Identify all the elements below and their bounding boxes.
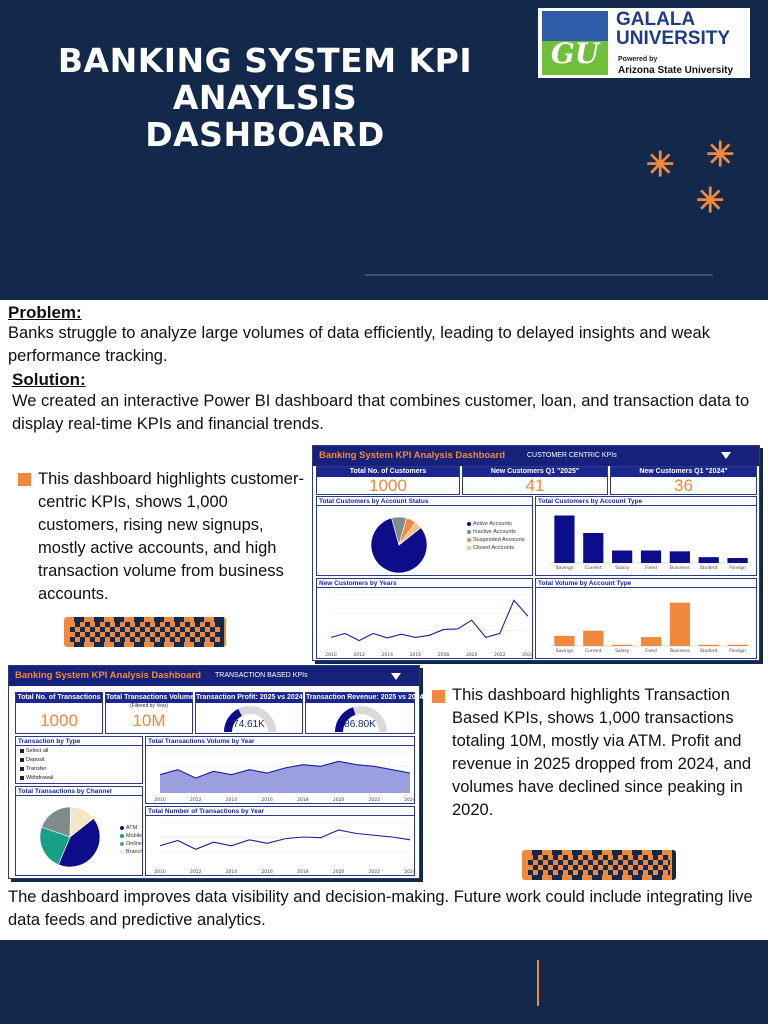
panel-title: Total Number of Transactions by Year <box>146 807 414 816</box>
kpi-label: Transaction Profit: 2025 vs 2024 <box>196 694 303 701</box>
panel-new-customers-years <box>316 578 533 659</box>
bar <box>699 645 719 646</box>
tick-label: 2020 <box>332 798 345 803</box>
kpi-label: Transaction Revenue: 2025 vs 2024 <box>306 694 424 701</box>
legend-label: Inactive Accounts <box>473 529 516 535</box>
legend-label: Online <box>126 841 142 847</box>
panel-title: Total Volume by Account Type <box>536 579 756 588</box>
panel-account-status <box>316 496 533 576</box>
asterisk-icon: ✳ <box>646 146 675 184</box>
poster-title <box>0 42 530 153</box>
dashboard-subtitle: CUSTOMER CENTRIC KPIs <box>527 452 617 459</box>
kpi-label: Total No. of Transactions <box>17 694 101 701</box>
panel-transaction-channel <box>15 786 143 876</box>
bar <box>612 551 632 564</box>
bar <box>727 558 747 563</box>
logo-name <box>616 10 730 48</box>
logo-name-line-1: GALALA <box>616 9 696 30</box>
panel-account-type <box>535 496 757 576</box>
bar <box>554 516 574 564</box>
tick-label: 2024 <box>404 798 416 803</box>
dashboard-header <box>9 666 419 686</box>
legend-item <box>120 841 142 847</box>
tick-label: Current <box>584 566 602 571</box>
footer-divider <box>537 960 539 1006</box>
kpi-label: Total No. of Customers <box>317 467 459 477</box>
panel-title: Total Customers by Account Type <box>536 497 756 506</box>
tick-label: Business <box>669 566 690 571</box>
highlight-transaction: This dashboard highlights Transaction Based KPIs, shows 1,000 transactions totaling 10M, mostly via ATM. Profit and revenue in 2025 dropped from 2024, and volumes have declined since peaking in 2020. <box>452 686 752 819</box>
kpi-transaction-profit <box>195 692 303 734</box>
tick-label: Student <box>699 649 718 654</box>
legend-item <box>467 521 512 527</box>
kpi-value: 36 <box>674 476 693 495</box>
tick-label: 2012 <box>353 653 365 658</box>
panel-title: Transaction by Type <box>16 737 142 746</box>
bar <box>699 557 719 563</box>
slicer-label: Deposit <box>26 757 45 763</box>
panel-volume-year <box>145 736 415 804</box>
tick-label: 2022 <box>494 653 506 658</box>
panel-transaction-type <box>15 736 143 784</box>
bar <box>641 551 661 564</box>
solution-label: Solution: <box>12 370 86 389</box>
transaction-dashboard <box>8 665 424 879</box>
checker-bar <box>64 617 226 647</box>
dashboard-title: Banking System KPI Analysis Dashboard <box>319 450 506 461</box>
kpi-total-customers <box>316 466 460 495</box>
logo-powered-by: Powered by <box>618 56 658 63</box>
tick-label: 2020 <box>332 870 345 875</box>
panel-title: Total Customers by Account Status <box>317 497 532 506</box>
tick-label: Current <box>584 649 602 654</box>
new-customers-line-chart <box>319 589 532 658</box>
kpi-value: 41 <box>525 476 545 495</box>
kpi-new-customers-2024 <box>610 466 757 495</box>
tick-label: 2022 <box>368 798 381 803</box>
kpi-transaction-revenue <box>305 692 424 734</box>
tick-label: 2024 <box>522 653 534 658</box>
tick-label: 2016 <box>261 870 273 875</box>
conclusion-text: The dashboard improves data visibility and decision-making. Future work could include integrating live data feeds and predictive analytics. <box>8 888 753 929</box>
tick-label: Salary <box>615 649 630 654</box>
tick-label: 2018 <box>297 798 309 803</box>
filter-icon[interactable] <box>391 673 401 680</box>
gauge-value: 86.80K <box>344 719 376 730</box>
slicer-label: Select all <box>26 748 49 754</box>
series-line <box>160 830 410 849</box>
solution-text: We created an interactive Power BI dashboard that combines customer, loan, and transaction data to display real-time KPIs and financial trends. <box>12 392 750 433</box>
title-line-1: BANKING SYSTEM KPI <box>57 41 473 80</box>
account-status-pie <box>357 511 437 575</box>
tick-label: 2020 <box>465 653 478 658</box>
dashboard-title: Banking System KPI Analysis Dashboard <box>15 670 202 681</box>
legend-label: Active Accounts <box>473 521 512 527</box>
logo-asu: Arizona State University <box>618 65 734 76</box>
tick-label: Savings <box>555 649 574 654</box>
tick-label: Student <box>699 566 718 571</box>
customer-dashboard <box>312 445 760 661</box>
asterisk-icon: ✳ <box>706 136 735 174</box>
footer-band <box>0 940 768 1024</box>
tick-label: 2024 <box>404 870 416 875</box>
kpi-label: Total Transactions Volume <box>106 694 195 701</box>
tick-label: 2014 <box>381 653 394 658</box>
legend-label: Suspended Accounts <box>473 537 525 543</box>
account-type-bar-chart <box>538 507 756 575</box>
legend-item <box>120 833 142 839</box>
title-line-2: ANAYLSIS <box>172 78 358 117</box>
panel-number-year <box>145 806 415 876</box>
kpi-value: 10M <box>132 711 166 730</box>
slicer-label: Transfer <box>26 766 47 772</box>
tick-label: Foreign <box>729 649 746 654</box>
logo-initials: GU <box>550 37 600 70</box>
tick-label: Savings <box>555 566 574 571</box>
volume-area-chart <box>148 747 414 803</box>
tick-label: 2014 <box>225 870 238 875</box>
kpi-value: 1000 <box>369 476 407 495</box>
tick-label: 2012 <box>189 798 202 803</box>
legend-label: Mobile <box>126 833 143 839</box>
panel-volume-account-type <box>535 578 757 659</box>
bullet-square <box>18 473 31 486</box>
kpi-transactions-volume <box>105 692 193 734</box>
slicer-label: Withdrawal <box>26 775 54 781</box>
legend-item <box>120 849 143 855</box>
title-line-3: DASHBOARD <box>145 115 385 154</box>
bar <box>727 645 747 646</box>
channel-pie <box>30 803 110 871</box>
tick-label: 2014 <box>225 798 238 803</box>
problem-label: Problem: <box>8 303 82 322</box>
bar <box>612 645 632 646</box>
legend-label: Closed Accounts <box>473 545 514 551</box>
legend-label: Branch <box>126 849 144 855</box>
slicer-option[interactable] <box>20 748 48 754</box>
dashboard-header <box>313 446 759 466</box>
slicer-option[interactable] <box>20 757 45 763</box>
kpi-value: 1000 <box>40 711 78 730</box>
filter-icon[interactable] <box>721 452 731 459</box>
slicer-option[interactable] <box>20 775 53 781</box>
bar <box>554 636 574 646</box>
tick-label: 2010 <box>325 653 337 658</box>
bar <box>670 603 690 646</box>
tick-label: 2010 <box>154 870 166 875</box>
series-line <box>331 600 528 640</box>
header-band <box>0 0 768 300</box>
kpi-label: New Customers Q1 "2025" <box>463 467 607 477</box>
panel-title: New Customers by Years <box>317 579 532 588</box>
logo-mark <box>542 11 608 75</box>
panel-title: Total Transactions Volume by Year <box>146 737 414 746</box>
tick-label: Salary <box>615 566 630 571</box>
dashboard-subtitle: TRANSACTION BASED KPIs <box>215 672 308 679</box>
kpi-label: New Customers Q1 "2024" <box>611 467 756 477</box>
filter-note: (Filtered by Year) <box>129 703 169 709</box>
bar <box>583 631 603 646</box>
bar <box>641 637 661 646</box>
tick-label: 2018 <box>437 653 450 658</box>
header-divider <box>365 274 713 276</box>
legend-label: ATM <box>126 825 138 831</box>
problem-text: Banks struggle to analyze large volumes of data efficiently, leading to delayed insights and weak performance tracking. <box>8 324 710 365</box>
tick-label: Fixed <box>645 649 657 654</box>
asterisk-icon: ✳ <box>696 182 725 220</box>
tick-label: 2012 <box>189 870 202 875</box>
legend-item <box>467 537 525 543</box>
bar <box>583 533 603 563</box>
checker-bar <box>522 850 676 880</box>
tick-label: 2010 <box>154 798 166 803</box>
checker-pattern <box>528 855 670 875</box>
panel-title: Total Transactions by Channel <box>16 787 142 796</box>
tick-label: 2022 <box>368 870 381 875</box>
tick-label: Fixed <box>645 566 657 571</box>
volume-bar-chart <box>538 589 756 658</box>
kpi-new-customers-2025 <box>462 466 608 495</box>
legend-item <box>467 529 516 535</box>
logo-name-line-2: UNIVERSITY <box>616 28 731 49</box>
university-logo <box>538 8 750 78</box>
highlight-customer: This dashboard highlights customer-centric KPIs, shows 1,000 customers, rising new signups, mostly active accounts, and high transaction volume from business accounts. <box>38 470 304 603</box>
number-line-chart <box>148 817 414 875</box>
bullet-square <box>432 690 445 703</box>
bar <box>670 551 690 563</box>
legend-item <box>120 825 137 831</box>
tick-label: 2016 <box>261 798 273 803</box>
checker-pattern <box>70 622 220 642</box>
tick-label: 2018 <box>297 870 309 875</box>
gauge-value: 74.61K <box>233 719 265 730</box>
tick-label: 2016 <box>409 653 422 658</box>
legend-item <box>467 545 514 551</box>
tick-label: Business <box>669 649 690 654</box>
slicer-option[interactable] <box>20 766 46 772</box>
tick-label: Foreign <box>729 566 746 571</box>
kpi-total-transactions <box>15 692 103 734</box>
